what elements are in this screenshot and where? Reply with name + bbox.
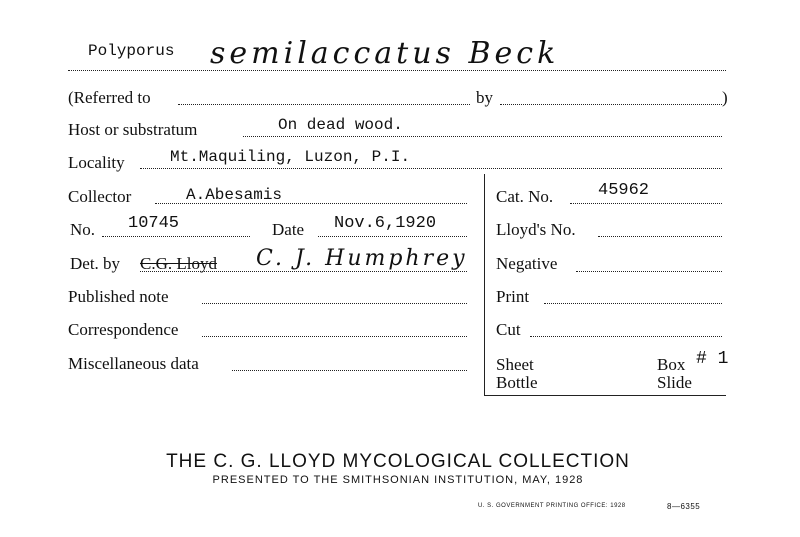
cut-line	[530, 336, 722, 337]
by-label: by	[476, 88, 493, 107]
print-label: Print	[496, 287, 530, 306]
right-box-left-border	[484, 174, 485, 396]
det-handwritten-name: C. J. Humphrey	[256, 246, 468, 271]
collector-value: A.Abesamis	[186, 186, 283, 204]
cat-label: Cat. No.	[496, 187, 554, 206]
form-number: 8—6355	[667, 502, 701, 511]
misc-line	[232, 370, 467, 371]
negative-label: Negative	[496, 254, 558, 273]
no-line	[102, 236, 250, 237]
lloyds-label: Lloyd's No.	[496, 220, 576, 239]
collector-label: Collector	[68, 187, 132, 206]
negative-line	[576, 271, 722, 272]
species-handwritten: semilaccatus Beck	[210, 36, 560, 71]
footer-title: THE C. G. LLOYD MYCOLOGICAL COLLECTION	[166, 451, 630, 472]
locality-label: Locality	[68, 153, 125, 172]
lloyds-line	[598, 236, 722, 237]
published-label: Published note	[68, 287, 169, 306]
no-label: No.	[70, 220, 96, 239]
date-label: Date	[272, 220, 305, 239]
box-label: Box	[657, 355, 686, 374]
bottle-label: Bottle	[496, 373, 538, 392]
by-line	[500, 104, 722, 105]
date-value: Nov.6,1920	[334, 214, 437, 233]
header-line	[68, 70, 726, 71]
referred-to-line	[178, 104, 470, 105]
host-line	[243, 136, 722, 137]
no-value: 10745	[128, 214, 180, 233]
correspondence-line	[202, 336, 467, 337]
box-value: # 1	[696, 349, 729, 369]
sheet-label: Sheet	[496, 355, 534, 374]
cat-value: 45962	[598, 181, 650, 200]
locality-value: Mt.Maquiling, Luzon, P.I.	[170, 148, 411, 166]
slide-label: Slide	[657, 373, 692, 392]
referred-to-label: (Referred to	[68, 88, 151, 107]
det-label: Det. by	[70, 254, 121, 273]
cat-line	[570, 203, 722, 204]
printing-office-note: U. S. GOVERNMENT PRINTING OFFICE: 1928	[478, 503, 626, 509]
det-struck-name: C.G. Lloyd	[140, 254, 217, 273]
collector-line	[155, 203, 467, 204]
close-paren: )	[722, 88, 728, 107]
print-line	[544, 303, 722, 304]
right-box-bottom-border	[484, 395, 726, 396]
host-label: Host or substratum	[68, 120, 198, 139]
genus-name: Polyporus	[88, 42, 175, 60]
footer-subtitle: PRESENTED TO THE SMITHSONIAN INSTITUTION, MAY, 1928	[212, 474, 584, 486]
misc-label: Miscellaneous data	[68, 354, 199, 373]
locality-line	[140, 168, 722, 169]
cut-label: Cut	[496, 320, 521, 339]
det-line	[140, 271, 467, 272]
published-line	[202, 303, 467, 304]
date-line	[318, 236, 467, 237]
correspondence-label: Correspondence	[68, 320, 179, 339]
host-value: On dead wood.	[278, 116, 403, 134]
